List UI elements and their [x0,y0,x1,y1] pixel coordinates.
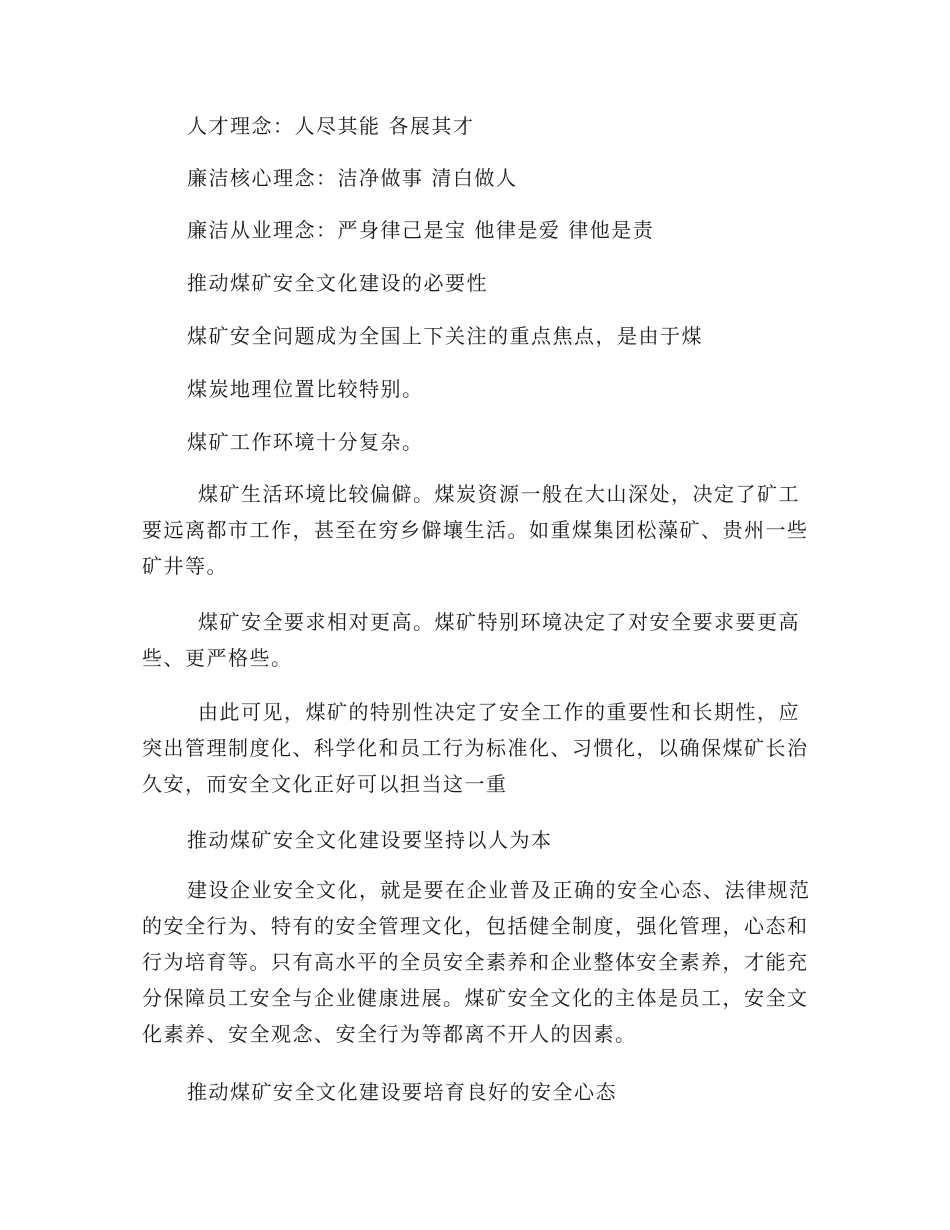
integrity-core-line: 廉洁核心理念：洁净做事 清白做人 [187,166,518,190]
geography-line: 煤炭地理位置比较特别。 [187,377,424,401]
mindset-heading: 推动煤矿安全文化建设要培育良好的安全心态 [187,1080,617,1104]
conclusion-paragraph: 由此可见，煤矿的特别性决定了安全工作的重要性和长期性，应突出管理制度化、科学化和员工行为标准化、习惯化，以确保煤矿长治久安，而安全文化正好可以担当这一重 [142,700,809,796]
integrity-practice-line: 廉洁从业理念：严身律己是宝 他律是爱 律他是责 [187,218,655,242]
people-oriented-heading: 推动煤矿安全文化建设要坚持以人为本 [187,828,553,852]
focus-reason-line: 煤矿安全问题成为全国上下关注的重点焦点，是由于煤 [187,324,703,348]
environment-line: 煤矿工作环境十分复杂。 [187,430,424,454]
people-oriented-paragraph: 建设企业安全文化，就是要在企业普及正确的安全心态、法律规范的安全行为、特有的安全管理文化，包括健全制度，强化管理，心态和行为培育等。只有高水平的全员安全素养和企业整体安全素养，才能充分保障员工安全与企业健康进展。煤矿安全文化的主体是员工，安全文化素养、安全观念、安全行为等都离不开人的因素。 [142,878,811,1046]
talent-philosophy-line: 人才理念：人尽其能 各展其才 [187,114,475,138]
safety-requirement-paragraph: 煤矿安全要求相对更高。煤矿特别环境决定了对安全要求要更高些、更严格些。 [142,610,800,670]
necessity-heading: 推动煤矿安全文化建设的必要性 [187,271,488,295]
remote-living-paragraph: 煤矿生活环境比较偏僻。煤炭资源一般在大山深处，决定了矿工要远离都市工作，甚至在穷乡僻壤生活。如重煤集团松藻矿、贵州一些矿井等。 [142,482,809,578]
